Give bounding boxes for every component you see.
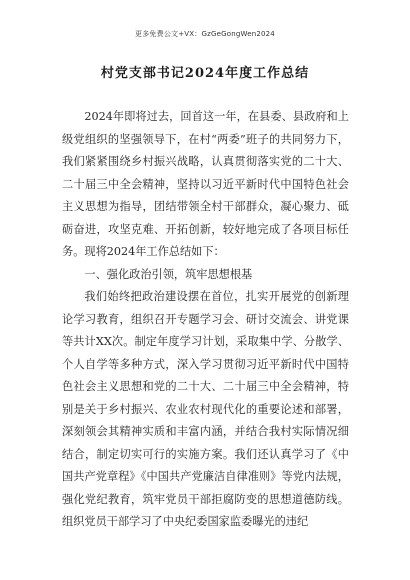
section-paragraph: 我们始终把政治建设摆在首位，扎实开展党的创新理论学习教育，组织召开专题学习会、研讨交流会、讲党课等共计XX次。制定年度学习计划，采取集中学、分散学、个人自学等多种方式，深入学习贯彻习近平新时代中国特色社会主义思想和党的二十大、二十届三中全会精神，特别是关于乡村振兴、农业农村现代化的重要论述和部署，深刻领会其精神实质和丰富内涵，并结合我村实际情况细结合，制定切实可行的实施方案。我们还认真学习了《中国共产党章程》《中国共产党廉洁自律准则》等党内法规，强化党纪教育，筑牢党员干部拒腐防变的思想道德防线。组织党员干部学习了中央纪委国家监委曝光的违纪 xyxy=(62,290,349,528)
document-body xyxy=(62,106,349,534)
header-note: 更多免费公文+VX：GzGeGongWen2024 xyxy=(135,30,275,38)
document-title: 村党支部书记2024年度工作总结 xyxy=(100,66,310,81)
section-heading: 一、强化政治引领，筑牢思想根基 xyxy=(84,267,253,281)
intro-paragraph: 2024年即将过去，回首这一年，在县委、县政府和上级党组织的坚强领导下，在村“两委”班子的共同努力下，我们紧紧围绕乡村振兴战略，认真贯彻落实党的二十大、二十届三中全会精神，坚持以习近平新时代中国特色社会主义思想为指导，团结带领全村干部群众，凝心聚力、砥砺奋进，攻坚克难、开拓创新，较好地完成了各项目标任务。现将2024年工作总结如下： xyxy=(62,110,349,258)
